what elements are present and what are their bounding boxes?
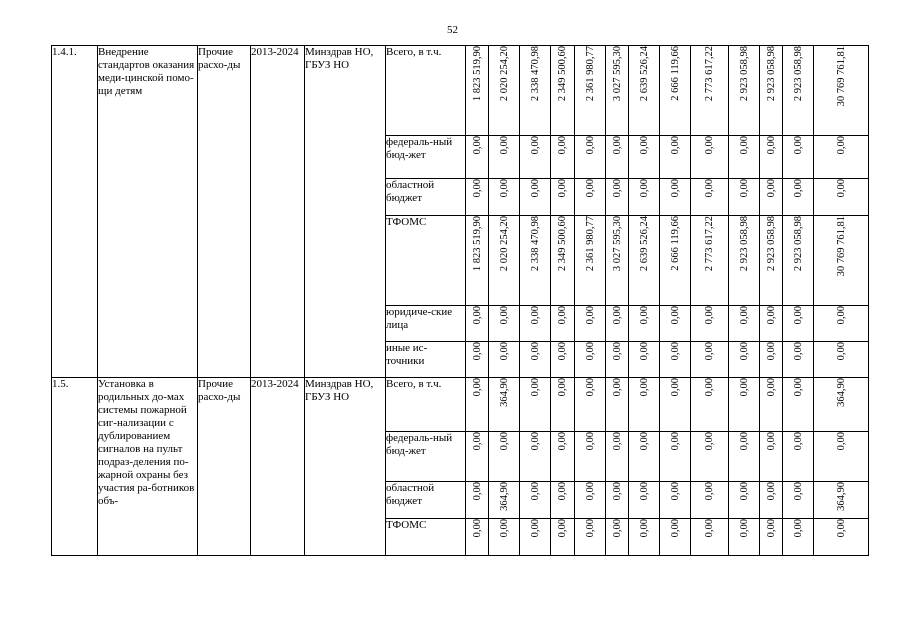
value-text: 0,00 — [584, 482, 596, 501]
value-cell — [575, 306, 606, 342]
value-text: 0,00 — [765, 306, 777, 325]
value-text: 0,00 — [498, 342, 510, 361]
value-text: 0,00 — [669, 136, 681, 155]
value-text: 0,00 — [611, 342, 623, 361]
value-cell — [691, 179, 729, 216]
value-text: 0,00 — [704, 432, 715, 451]
value-cell — [551, 342, 575, 378]
value-text: 0,00 — [557, 519, 568, 538]
value-text: 0,00 — [529, 432, 541, 451]
value-text: 30 769 761,81 — [835, 216, 847, 277]
value-text: 0,00 — [611, 519, 623, 538]
value-text: 0,00 — [738, 136, 750, 155]
value-cell — [575, 378, 606, 432]
value-cell — [691, 519, 729, 556]
value-text: 0,00 — [704, 179, 715, 198]
value-text: 0,00 — [835, 306, 847, 325]
value-text: 0,00 — [498, 179, 510, 198]
value-text: 0,00 — [638, 306, 650, 325]
row-1-4-1-name: Внедрение стандартов оказания меди-цинской помо-щи детям — [98, 46, 198, 378]
value-cell — [466, 216, 489, 306]
value-text: 0,00 — [638, 378, 650, 397]
value-text: 0,00 — [704, 306, 715, 325]
value-text: 0,00 — [638, 432, 650, 451]
value-cell — [606, 519, 629, 556]
value-cell — [489, 482, 520, 519]
value-cell — [551, 378, 575, 432]
value-cell — [783, 136, 814, 179]
value-text: 0,00 — [498, 519, 510, 538]
value-text: 0,00 — [704, 378, 715, 397]
value-cell — [729, 46, 760, 136]
value-cell — [729, 136, 760, 179]
value-cell — [814, 342, 869, 378]
value-cell — [814, 432, 869, 482]
value-text: 3 027 595,30 — [611, 46, 623, 102]
value-text: 0,00 — [584, 179, 596, 198]
value-text: 0,00 — [704, 136, 715, 155]
value-cell — [814, 519, 869, 556]
funding-source-label: Всего, в т.ч. — [386, 46, 466, 136]
value-text: 0,00 — [584, 136, 596, 155]
value-cell — [489, 306, 520, 342]
value-cell — [783, 519, 814, 556]
value-cell — [660, 179, 691, 216]
value-text: 0,00 — [529, 378, 541, 397]
value-text: 1 823 519,90 — [471, 46, 483, 102]
value-text: 2 338 470,98 — [529, 216, 541, 272]
value-text: 0,00 — [638, 519, 650, 538]
value-cell — [489, 46, 520, 136]
value-cell — [606, 136, 629, 179]
value-text: 0,00 — [529, 482, 541, 501]
value-text: 0,00 — [792, 432, 804, 451]
value-text: 0,00 — [611, 179, 623, 198]
value-text: 2 666 119,66 — [669, 46, 681, 101]
value-cell — [691, 482, 729, 519]
table-row — [52, 46, 869, 136]
row-1-5-period: 2013-2024 — [251, 378, 305, 556]
row-1-5-code: 1.5. — [52, 378, 98, 556]
value-cell — [520, 179, 551, 216]
value-cell — [520, 519, 551, 556]
value-text: 0,00 — [471, 378, 483, 397]
value-cell — [660, 432, 691, 482]
value-cell — [466, 306, 489, 342]
value-cell — [551, 519, 575, 556]
row-1-4-1-expense-type: Прочие расхо-ды — [198, 46, 251, 378]
value-cell — [660, 482, 691, 519]
value-text: 0,00 — [738, 179, 750, 198]
value-text: 0,00 — [792, 378, 804, 397]
value-cell — [783, 342, 814, 378]
value-text: 0,00 — [835, 519, 847, 538]
value-cell — [729, 519, 760, 556]
page-number: 52 — [447, 24, 458, 36]
value-cell — [691, 46, 729, 136]
value-cell — [466, 519, 489, 556]
value-text: 0,00 — [669, 482, 681, 501]
value-cell — [575, 136, 606, 179]
value-text: 0,00 — [669, 519, 681, 538]
value-text: 2 773 617,22 — [704, 216, 715, 272]
value-cell — [814, 378, 869, 432]
value-text: 0,00 — [638, 179, 650, 198]
value-cell — [660, 216, 691, 306]
value-text: 0,00 — [557, 179, 568, 198]
value-text: 0,00 — [835, 342, 847, 361]
value-text: 0,00 — [765, 136, 777, 155]
value-cell — [760, 482, 783, 519]
value-cell — [783, 216, 814, 306]
value-cell — [814, 179, 869, 216]
value-cell — [729, 482, 760, 519]
value-cell — [691, 378, 729, 432]
budget-table — [51, 45, 869, 556]
value-cell — [466, 482, 489, 519]
value-cell — [466, 136, 489, 179]
value-text: 2 923 058,98 — [765, 216, 777, 272]
value-text: 0,00 — [669, 342, 681, 361]
value-cell — [629, 306, 660, 342]
value-cell — [606, 342, 629, 378]
value-cell — [629, 46, 660, 136]
value-text: 0,00 — [471, 306, 483, 325]
value-text: 0,00 — [498, 306, 510, 325]
value-cell — [729, 179, 760, 216]
value-cell — [814, 216, 869, 306]
value-cell — [489, 378, 520, 432]
value-text: 0,00 — [498, 432, 510, 451]
value-text: 0,00 — [611, 432, 623, 451]
table-body — [52, 46, 869, 556]
value-text: 0,00 — [765, 378, 777, 397]
value-text: 0,00 — [704, 519, 715, 538]
value-text: 0,00 — [669, 432, 681, 451]
funding-source-label: иные ис-точники — [386, 342, 466, 378]
value-cell — [606, 432, 629, 482]
value-text: 2 639 526,24 — [638, 216, 650, 272]
value-cell — [629, 378, 660, 432]
value-text: 0,00 — [669, 306, 681, 325]
row-1-4-1-period: 2013-2024 — [251, 46, 305, 378]
value-text: 0,00 — [611, 136, 623, 155]
value-cell — [489, 342, 520, 378]
value-cell — [783, 482, 814, 519]
value-cell — [760, 216, 783, 306]
value-cell — [551, 46, 575, 136]
value-cell — [520, 432, 551, 482]
value-cell — [551, 179, 575, 216]
value-cell — [783, 179, 814, 216]
value-cell — [466, 179, 489, 216]
value-text: 0,00 — [704, 482, 715, 501]
value-cell — [729, 306, 760, 342]
value-text: 0,00 — [529, 179, 541, 198]
value-text: 0,00 — [471, 179, 483, 198]
value-text: 0,00 — [611, 378, 623, 397]
value-text: 0,00 — [792, 519, 804, 538]
value-cell — [760, 306, 783, 342]
value-text: 0,00 — [738, 432, 750, 451]
value-text: 30 769 761,81 — [835, 46, 847, 107]
value-text: 0,00 — [738, 519, 750, 538]
value-cell — [629, 216, 660, 306]
value-cell — [729, 216, 760, 306]
value-cell — [520, 46, 551, 136]
value-text: 0,00 — [529, 306, 541, 325]
value-cell — [551, 136, 575, 179]
value-cell — [660, 306, 691, 342]
value-cell — [783, 378, 814, 432]
value-cell — [489, 216, 520, 306]
value-text: 0,00 — [669, 179, 681, 198]
value-text: 0,00 — [557, 432, 568, 451]
value-text: 2 923 058,98 — [792, 46, 804, 102]
value-text: 0,00 — [792, 482, 804, 501]
value-text: 2 020 254,20 — [498, 46, 510, 102]
value-text: 0,00 — [584, 378, 596, 397]
value-text: 0,00 — [792, 306, 804, 325]
value-cell — [489, 519, 520, 556]
value-text: 0,00 — [471, 482, 483, 501]
value-cell — [629, 482, 660, 519]
value-text: 0,00 — [704, 342, 715, 361]
value-text: 2 020 254,20 — [498, 216, 510, 272]
value-cell — [489, 432, 520, 482]
value-cell — [606, 306, 629, 342]
value-text: 0,00 — [765, 519, 777, 538]
value-cell — [660, 342, 691, 378]
value-cell — [814, 136, 869, 179]
value-cell — [551, 482, 575, 519]
value-cell — [783, 306, 814, 342]
value-text: 0,00 — [638, 136, 650, 155]
value-cell — [760, 519, 783, 556]
value-cell — [520, 216, 551, 306]
value-text: 0,00 — [765, 432, 777, 451]
value-text: 0,00 — [765, 179, 777, 198]
value-cell — [606, 216, 629, 306]
value-cell — [629, 432, 660, 482]
value-text: 0,00 — [557, 136, 568, 155]
value-text: 0,00 — [471, 519, 483, 538]
value-text: 0,00 — [738, 378, 750, 397]
value-text: 0,00 — [792, 179, 804, 198]
value-cell — [606, 378, 629, 432]
value-text: 0,00 — [835, 136, 847, 155]
value-cell — [783, 46, 814, 136]
value-cell — [660, 46, 691, 136]
value-text: 0,00 — [765, 482, 777, 501]
value-cell — [575, 519, 606, 556]
value-cell — [814, 46, 869, 136]
value-text: 0,00 — [584, 519, 596, 538]
funding-source-label: областной бюджет — [386, 179, 466, 216]
value-cell — [760, 46, 783, 136]
value-text: 364,90 — [835, 378, 847, 407]
value-text: 0,00 — [835, 432, 847, 451]
value-cell — [575, 432, 606, 482]
value-cell — [606, 46, 629, 136]
value-cell — [489, 179, 520, 216]
value-cell — [466, 378, 489, 432]
value-cell — [760, 432, 783, 482]
value-text: 2 666 119,66 — [669, 216, 681, 271]
value-text: 0,00 — [611, 482, 623, 501]
value-cell — [660, 136, 691, 179]
value-text: 2 923 058,98 — [738, 216, 750, 272]
value-cell — [575, 216, 606, 306]
value-text: 2 361 980,77 — [584, 216, 596, 272]
value-text: 0,00 — [738, 482, 750, 501]
value-cell — [729, 342, 760, 378]
value-text: 0,00 — [835, 179, 847, 198]
value-cell — [760, 179, 783, 216]
value-cell — [729, 432, 760, 482]
value-cell — [760, 378, 783, 432]
value-text: 2 923 058,98 — [738, 46, 750, 102]
value-cell — [520, 378, 551, 432]
value-cell — [520, 306, 551, 342]
funding-source-label: юридиче-ские лица — [386, 306, 466, 342]
row-1-5-name: Установка в родильных до-мах системы пожарной сиг-нализации с дублированием сигналов на пульт подраз-деления по-жарной охраны без участия ра-ботников объ- — [98, 378, 198, 556]
value-text: 0,00 — [792, 136, 804, 155]
value-cell — [551, 432, 575, 482]
value-cell — [691, 342, 729, 378]
value-cell — [660, 519, 691, 556]
value-cell — [629, 342, 660, 378]
value-text: 2 639 526,24 — [638, 46, 650, 102]
value-text: 0,00 — [584, 432, 596, 451]
value-text: 0,00 — [765, 342, 777, 361]
value-cell — [466, 342, 489, 378]
value-cell — [520, 342, 551, 378]
value-text: 0,00 — [471, 432, 483, 451]
value-cell — [814, 482, 869, 519]
value-text: 2 361 980,77 — [584, 46, 596, 102]
value-cell — [575, 482, 606, 519]
value-cell — [660, 378, 691, 432]
value-text: 0,00 — [792, 342, 804, 361]
value-text: 0,00 — [557, 306, 568, 325]
funding-source-label: областной бюджет — [386, 482, 466, 519]
value-text: 0,00 — [669, 378, 681, 397]
value-cell — [629, 519, 660, 556]
value-text: 0,00 — [529, 136, 541, 155]
value-text: 0,00 — [529, 519, 541, 538]
value-cell — [729, 378, 760, 432]
value-cell — [551, 306, 575, 342]
value-text: 2 773 617,22 — [704, 46, 715, 102]
value-cell — [760, 342, 783, 378]
row-1-4-1-code: 1.4.1. — [52, 46, 98, 378]
value-text: 364,90 — [835, 482, 847, 511]
value-cell — [691, 216, 729, 306]
value-text: 0,00 — [611, 306, 623, 325]
value-cell — [551, 216, 575, 306]
funding-source-label: федераль-ный бюд-жет — [386, 136, 466, 179]
value-cell — [575, 342, 606, 378]
value-text: 2 349 500,60 — [557, 46, 568, 102]
value-text: 364,90 — [498, 378, 510, 407]
value-text: 3 027 595,30 — [611, 216, 623, 272]
value-text: 0,00 — [471, 342, 483, 361]
value-text: 0,00 — [557, 342, 568, 361]
value-cell — [691, 306, 729, 342]
funding-source-label: Всего, в т.ч. — [386, 378, 466, 432]
value-text: 0,00 — [638, 342, 650, 361]
value-cell — [606, 482, 629, 519]
value-text: 0,00 — [471, 136, 483, 155]
value-cell — [691, 432, 729, 482]
value-text: 0,00 — [529, 342, 541, 361]
value-text: 1 823 519,90 — [471, 216, 483, 272]
value-text: 2 349 500,60 — [557, 216, 568, 272]
value-text: 0,00 — [738, 342, 750, 361]
value-text: 2 338 470,98 — [529, 46, 541, 102]
value-cell — [575, 179, 606, 216]
value-cell — [466, 46, 489, 136]
value-text: 0,00 — [584, 342, 596, 361]
value-text: 0,00 — [557, 482, 568, 501]
value-text: 364,90 — [498, 482, 510, 511]
value-text: 0,00 — [638, 482, 650, 501]
value-cell — [691, 136, 729, 179]
value-text: 2 923 058,98 — [765, 46, 777, 102]
value-cell — [489, 136, 520, 179]
row-1-5-executor: Минздрав НО, ГБУЗ НО — [305, 378, 386, 556]
funding-source-label: ТФОМС — [386, 216, 466, 306]
value-cell — [629, 136, 660, 179]
value-cell — [520, 482, 551, 519]
row-1-5-expense-type: Прочие расхо-ды — [198, 378, 251, 556]
value-text: 0,00 — [498, 136, 510, 155]
funding-source-label: федераль-ный бюд-жет — [386, 432, 466, 482]
value-cell — [760, 136, 783, 179]
value-text: 0,00 — [584, 306, 596, 325]
value-cell — [520, 136, 551, 179]
value-text: 0,00 — [557, 378, 568, 397]
value-cell — [814, 306, 869, 342]
value-text: 0,00 — [738, 306, 750, 325]
value-cell — [606, 179, 629, 216]
table-row — [52, 378, 869, 432]
row-1-4-1-executor: Минздрав НО, ГБУЗ НО — [305, 46, 386, 378]
value-text: 2 923 058,98 — [792, 216, 804, 272]
value-cell — [466, 432, 489, 482]
value-cell — [629, 179, 660, 216]
value-cell — [783, 432, 814, 482]
funding-source-label: ТФОМС — [386, 519, 466, 556]
value-cell — [575, 46, 606, 136]
